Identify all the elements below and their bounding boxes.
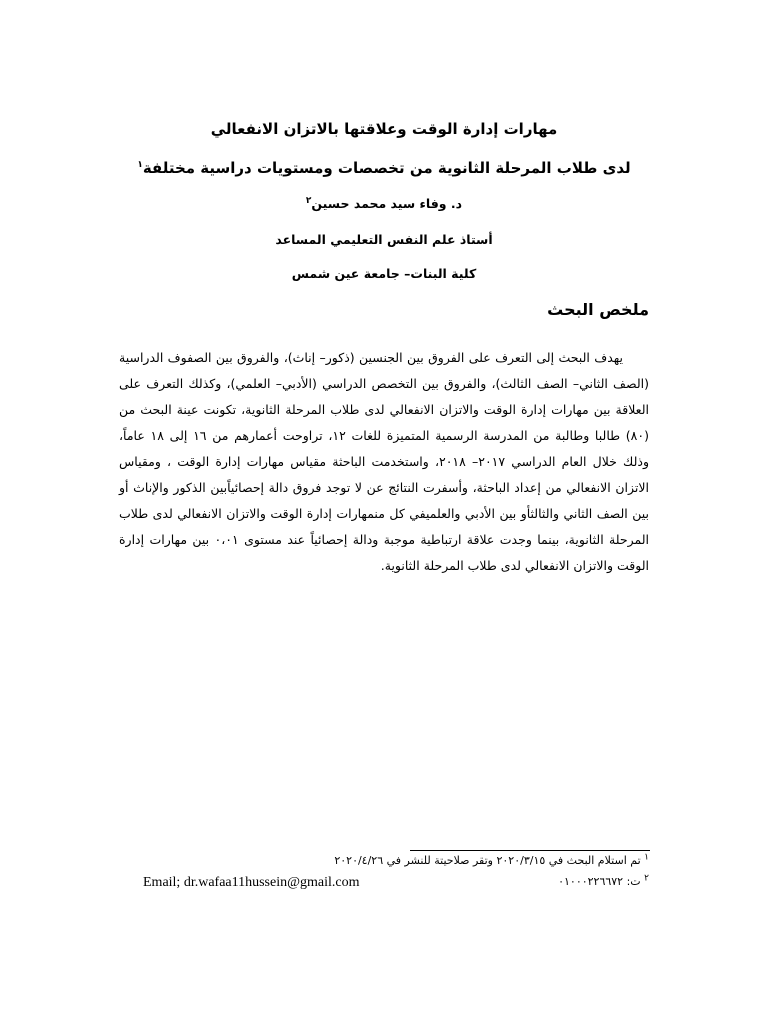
footnote-2-mark: ٢: [644, 873, 649, 884]
abstract-body: [119, 345, 649, 579]
footnote-ref-1: ١: [137, 160, 143, 170]
paper-subtitle-text: لدى طلاب المرحلة الثانوية من تخصصات ومستويات دراسية مختلفة: [142, 159, 631, 177]
paper-title: [0, 120, 768, 138]
abstract-paragraph: يهدف البحث إلى التعرف على الفروق بين الجنسين (ذكور– إناث)، والفروق بين الصفوف الدراسية (الصف الثاني– الصف الثالث)، والفروق بين التخصص الدراسي (الأدبي– العلمي)، وكذلك التعرف على العلاقة بين مهارات إدارة الوقت والاتزان الانفعالي لدى طلاب المرحلة الثانوية، تكونت عينة البحث من (٨٠) طالبا وطالبة من المدرسة الرسمية المتميزة للغات ١٢، تراوحت أعمارهم من ١٦ إلى ١٨ عاماً، وذلك خلال العام الدراسي ٢٠١٧– ٢٠١٨، واستخدمت الباحثة مقياس مهارات إدارة الوقت ، ومقياس الاتزان الانفعالي من إعداد الباحثة، وأسفرت النتائج عن لا توجد فروق دالة إحصائياًبين الذكور والإناث أو بين الصف الثاني والثالثأو بين الأدبي والعلميفي كل منمهارات إدارة الوقت والاتزان الانفعالي لدى طلاب المرحلة الثانوية، بينما وجدت علاقة ارتباطية موجبة ودالة إحصائياً عند مستوى ٠،٠١ بين مهارات إدارة الوقت والاتزان الانفعالي لدى طلاب المرحلة الثانوية.: [119, 350, 650, 573]
abstract-heading: ملخص البحث: [547, 300, 649, 319]
footnote-1-mark: ١: [644, 852, 649, 863]
author-position: أستاذ علم النفس التعليمي المساعد: [275, 232, 493, 247]
author-institution: كلية البنات– جامعة عين شمس: [291, 266, 477, 281]
paper-subtitle: [0, 159, 768, 177]
author-name: د. وفاء سيد محمد حسين: [311, 196, 463, 211]
footnote-ref-2: ٢: [305, 195, 312, 206]
author-line: [0, 196, 768, 211]
author-email: Email; dr.wafaa11hussein@gmail.com: [143, 875, 360, 890]
footnote-1-text: تم استلام البحث في ٢٠٢٠/٣/١٥ وتقر صلاحيتة للنشر في ٢٠٢٠/٤/٢٦: [334, 854, 641, 867]
footnote-1: [334, 854, 649, 867]
footnote-2-text: ت: ٠١٠٠٠٢٢٦٦٧٢: [558, 875, 641, 888]
footnote-separator: [410, 850, 650, 851]
footnote-2: [558, 875, 649, 888]
paper-title-text: مهارات إدارة الوقت وعلاقتها بالاتزان الانفعالي: [210, 120, 558, 138]
